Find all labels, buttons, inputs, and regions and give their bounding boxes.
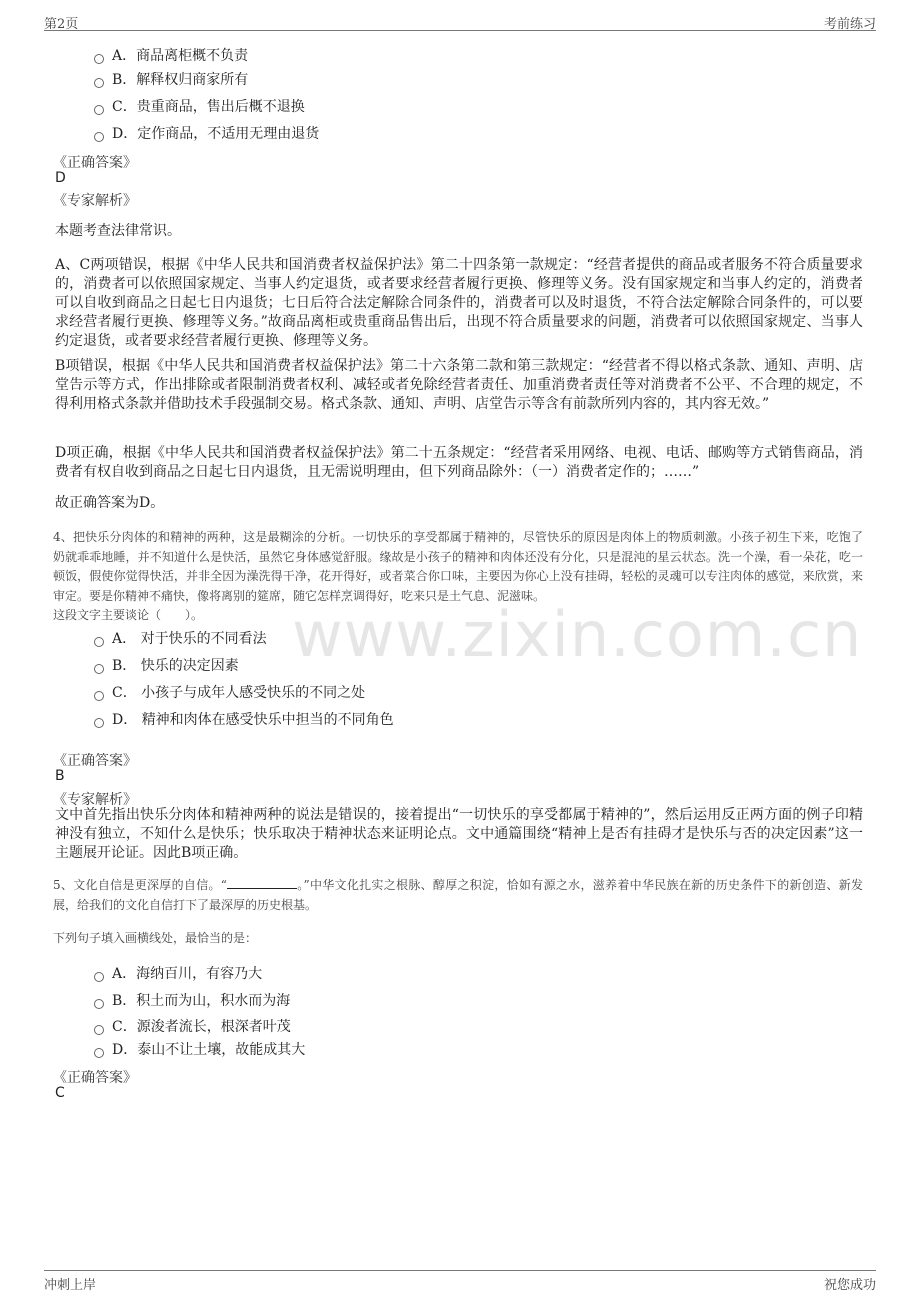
- q5-answer-title: 《正确答案》: [53, 1070, 137, 1086]
- header-right-label: 考前练习: [823, 17, 876, 32]
- q3-answer-title: 《正确答案》: [53, 155, 137, 171]
- q4-analysis: 文中首先指出快乐分肉体和精神两种的说法是错误的，接着提出“一切快乐的享受都属于精神的”，然后运用反正两方面的例子印精神没有独立，不知什么是快乐；快乐取决于精神状态来证明论点。文中通篇围绕“精神上是否有挂碍才是快乐与否的决定因素”这一主题展开论证。因此B项正确。: [55, 807, 863, 861]
- q3-analysis-title: 《专家解析》: [53, 193, 137, 209]
- q3-analysis-conclusion: 故正确答案为D。: [55, 495, 165, 511]
- q3-answer: D: [55, 170, 66, 186]
- page-footer: [44, 1270, 876, 1297]
- radio-icon[interactable]: [94, 54, 104, 64]
- q3-option-a[interactable]: A．商品离柜概不负责: [94, 45, 248, 65]
- footer-right-label: 祝您成功: [823, 1278, 876, 1293]
- watermark: www.zixin.com.cn: [292, 598, 863, 671]
- radio-icon[interactable]: [94, 1025, 104, 1035]
- q4-stem: 4、把快乐分肉体的和精神的两种，这是最糊涂的分析。一切快乐的享受都属于精神的，尽管快乐的原因是肉体上的物质刺激。小孩子初生下来，吃饱了奶就乖乖地睡，并不知道什么是快活，虽然它身体感觉舒服。缘故是小孩子的精神和肉体还没有分化，只是混沌的星云状态。洗一个澡，看一朵花，吃一顿饭，假使你觉得快活，并非全因为澡洗得干净，花开得好，或者菜合你口味，主要因为你心上没有挂碍，轻松的灵魂可以专注肉体的感觉，来欣赏，来审定。要是你精神不痛快，像将离别的筵席，随它怎样烹调得好，吃来只是土气息、泥滋味。: [53, 530, 863, 603]
- q3-analysis-ac: A、C两项错误，根据《中华人民共和国消费者权益保护法》第二十四条第一款规定：“经营者提供的商品或者服务不符合质量要求的，消费者可以依照国家规定、当事人约定退货，或者要求经营者履行更换、修理等义务。没有国家规定和当事人约定的，消费者可以自收到商品之日起七日内退货；七日后符合法定解除合同条件的，消费者可以及时退货，不符合法定解除合同条件的，可以要求经营者履行更换、修理等义务。”故商品离柜或贵重商品售出后，出现不符合质量要求的问题，消费者可以依照国家规定、当事人约定退货，或者要求经营者履行更换、修理等义务。: [55, 257, 863, 349]
- q4-option-d[interactable]: D． 精神和肉体在感受快乐中担当的不同角色: [94, 709, 394, 729]
- page-number: 第2页: [44, 17, 79, 32]
- radio-icon[interactable]: [94, 718, 104, 728]
- q3-analysis-intro: 本题考查法律常识。: [55, 223, 181, 239]
- fill-blank: [227, 876, 297, 889]
- q5-option-d[interactable]: D．泰山不让土壤，故能成其大: [94, 1039, 305, 1059]
- q4-option-c[interactable]: C． 小孩子与成年人感受快乐的不同之处: [94, 682, 365, 702]
- radio-icon[interactable]: [94, 78, 104, 88]
- q5-option-b[interactable]: B．积土而为山，积水而为海: [94, 990, 290, 1010]
- radio-icon[interactable]: [94, 637, 104, 647]
- radio-icon[interactable]: [94, 999, 104, 1009]
- radio-icon[interactable]: [94, 1048, 104, 1058]
- q5-answer: C: [55, 1085, 65, 1101]
- q4-answer: B: [55, 768, 65, 784]
- q4-question: 这段文字主要谈论（ ）。: [53, 608, 204, 622]
- footer-left-label: 冲刺上岸: [44, 1278, 97, 1293]
- q5-option-a[interactable]: A．海纳百川，有容乃大: [94, 963, 262, 983]
- q4-option-b[interactable]: B． 快乐的决定因素: [94, 655, 239, 675]
- q5-stem: 5、文化自信是更深厚的自信。“ 。”中华文化扎实之根脉、醇厚之积淀，恰如有源之水，滋养着中华民族在新的历史条件下的新创造、新发展，给我们的文化自信打下了最深厚的历史根基。: [53, 878, 863, 912]
- page-header: [44, 10, 876, 31]
- q3-option-b[interactable]: B．解释权归商家所有: [94, 69, 248, 89]
- q4-option-a[interactable]: A． 对于快乐的不同看法: [94, 628, 267, 648]
- q4-answer-title: 《正确答案》: [53, 753, 137, 769]
- radio-icon[interactable]: [94, 691, 104, 701]
- q5-question: 下列句子填入画横线处，最恰当的是：: [53, 931, 258, 945]
- q3-option-c[interactable]: C．贵重商品，售出后概不退换: [94, 96, 305, 116]
- q5-option-c[interactable]: C．源浚者流长，根深者叶茂: [94, 1016, 291, 1036]
- radio-icon[interactable]: [94, 972, 104, 982]
- radio-icon[interactable]: [94, 132, 104, 142]
- q4-analysis-title: 《专家解析》: [53, 792, 137, 808]
- q3-option-d[interactable]: D．定作商品，不适用无理由退货: [94, 123, 319, 143]
- q3-analysis-d: D项正确，根据《中华人民共和国消费者权益保护法》第二十五条规定：“经营者采用网络、电视、电话、邮购等方式销售商品，消费者有权自收到商品之日起七日内退货，且无需说明理由，但下列商品除外：（一）消费者定作的；……”: [55, 445, 863, 480]
- q3-analysis-b: B项错误，根据《中华人民共和国消费者权益保护法》第二十六条第二款和第三款规定：“经营者不得以格式条款、通知、声明、店堂告示等方式，作出排除或者限制消费者权利、减轻或者免除经营者责任、加重消费者责任等对消费者不公平、不合理的规定，不得利用格式条款并借助技术手段强制交易。格式条款、通知、声明、店堂告示等含有前款所列内容的，其内容无效。”: [55, 358, 863, 412]
- radio-icon[interactable]: [94, 105, 104, 115]
- radio-icon[interactable]: [94, 664, 104, 674]
